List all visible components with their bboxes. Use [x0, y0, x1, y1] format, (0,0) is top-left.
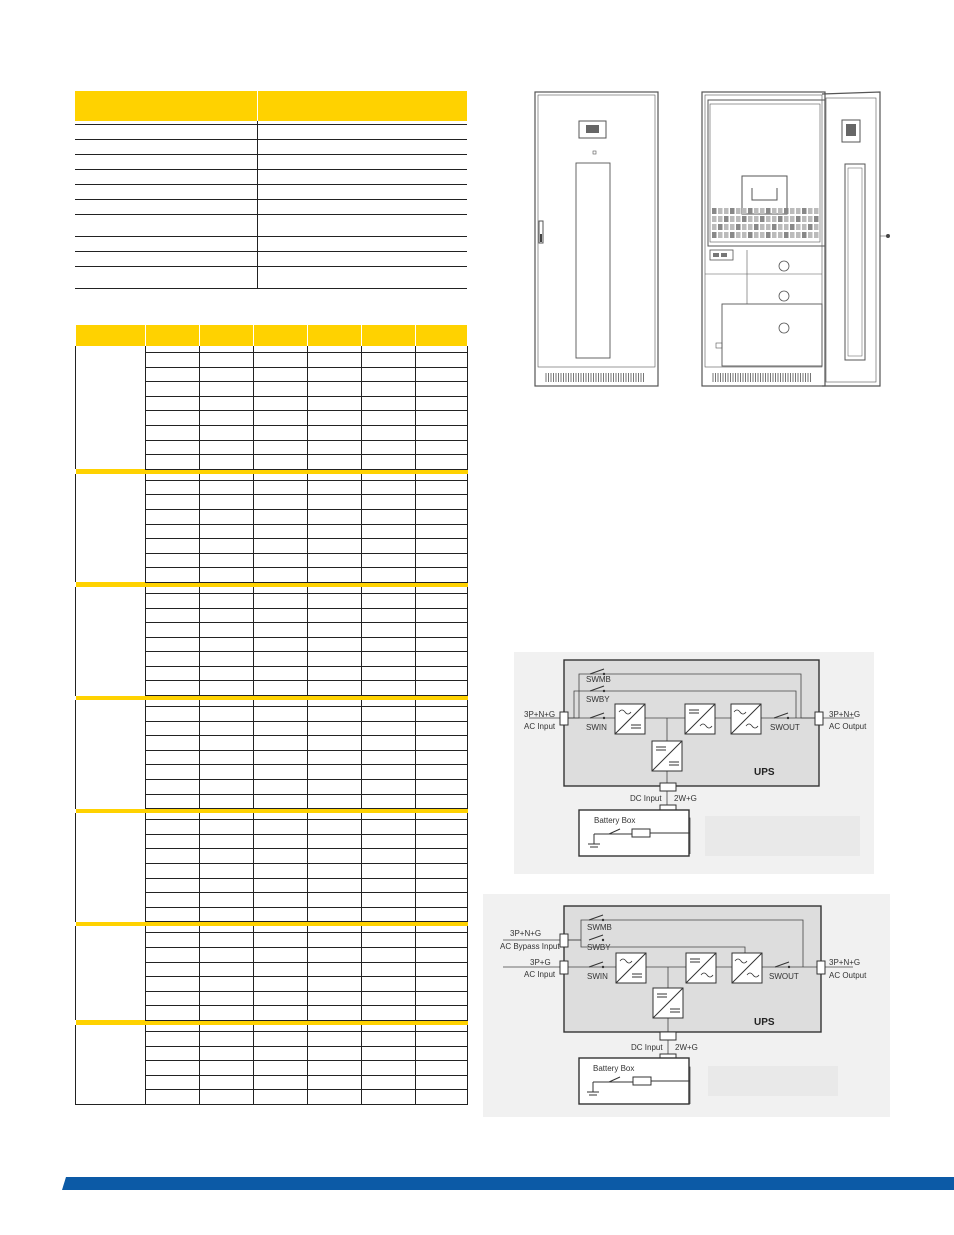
swout-label: SWOUT	[769, 972, 799, 981]
table-row	[75, 215, 467, 237]
ratings-table	[75, 325, 468, 1105]
wiring-diagram-single-input	[514, 652, 874, 874]
charger-block	[652, 741, 682, 771]
blank-note-box	[705, 816, 860, 856]
ratings-group-cell	[76, 587, 146, 696]
table-row	[75, 125, 467, 140]
spec-header-cell	[257, 91, 467, 121]
ac-output-label: AC Output	[829, 722, 867, 731]
cabinet-front-vent	[546, 373, 644, 382]
ac-output-type: 3P+N+G	[829, 958, 861, 967]
table-row	[75, 170, 467, 185]
ups-cabinet-drawing	[530, 88, 900, 393]
ratings-header-cell	[200, 325, 254, 346]
ac-bypass-label: AC Bypass Input	[500, 942, 560, 951]
table-row	[75, 155, 467, 170]
ratings-header-cell	[362, 325, 416, 346]
swin-label: SWIN	[586, 723, 607, 732]
dc-input-label: DC Input	[630, 794, 662, 803]
dc-input-label: DC Input	[631, 1043, 663, 1052]
ratings-header-cell	[416, 325, 468, 346]
inverter-block	[686, 953, 716, 983]
ratings-header-cell	[76, 325, 146, 346]
rectifier-block	[615, 704, 645, 734]
table-row	[75, 252, 467, 267]
ac-input-label: AC Input	[524, 722, 556, 731]
ac-input-type: 3P+N+G	[524, 710, 556, 719]
ratings-group-cell	[76, 1025, 146, 1104]
ratings-group-cell	[76, 813, 146, 922]
swin-label: SWIN	[587, 972, 608, 981]
table-row	[75, 200, 467, 215]
battery-box-label: Battery Box	[593, 1064, 635, 1073]
table-row	[75, 140, 467, 155]
ac-output-type: 3P+N+G	[829, 710, 861, 719]
swout-label: SWOUT	[770, 723, 800, 732]
spec-header-cell	[75, 91, 257, 121]
cabinet-open-vent	[713, 373, 811, 382]
charger-block	[653, 988, 683, 1018]
static-switch-block	[731, 704, 761, 734]
swby-label: SWBY	[586, 695, 610, 704]
ratings-group-cell	[76, 700, 146, 809]
ups-label: UPS	[754, 1017, 775, 1028]
inverter-block	[685, 704, 715, 734]
dc-wiring-label: 2W+G	[675, 1043, 698, 1052]
table-row	[75, 267, 467, 289]
spec-table	[75, 91, 468, 289]
ratings-group-cell	[76, 346, 146, 469]
wiring-diagram-dual-input	[483, 894, 890, 1117]
ac-input-label: AC Input	[524, 970, 556, 979]
ac-input-type: 3P+G	[530, 958, 551, 967]
swmb-label: SWMB	[586, 675, 611, 684]
ratings-header-cell	[146, 325, 200, 346]
table-row	[75, 237, 467, 252]
swby-label: SWBY	[587, 943, 611, 952]
blank-note-box	[708, 1066, 838, 1096]
battery-box	[579, 1058, 690, 1104]
battery-box-label: Battery Box	[594, 816, 636, 825]
cabinet-front-view	[535, 92, 658, 386]
ac-bypass-type: 3P+N+G	[510, 929, 542, 938]
ratings-table-header	[76, 325, 468, 346]
cabinet-open-view	[702, 92, 890, 386]
battery-box	[579, 810, 690, 856]
ratings-header-cell	[254, 325, 308, 346]
ratings-group-cell	[76, 926, 146, 1020]
ups-label: UPS	[754, 767, 775, 778]
static-switch-block	[732, 953, 762, 983]
footer-bar	[62, 1177, 954, 1190]
cabinet-terminal-grid	[712, 208, 819, 238]
dc-wiring-label: 2W+G	[674, 794, 697, 803]
swmb-label: SWMB	[587, 923, 612, 932]
ac-output-label: AC Output	[829, 971, 867, 980]
spec-table-header	[75, 91, 467, 121]
ratings-group-cell	[76, 474, 146, 583]
table-row	[75, 185, 467, 200]
ratings-header-cell	[308, 325, 362, 346]
rectifier-block	[616, 953, 646, 983]
